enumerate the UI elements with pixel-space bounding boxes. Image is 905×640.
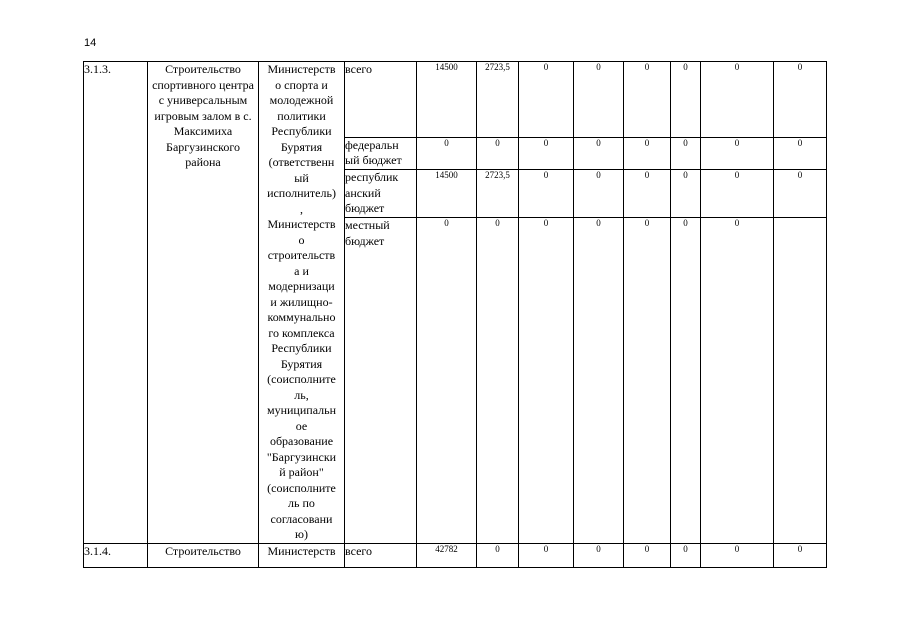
value-cell: 2723,5 bbox=[477, 170, 519, 218]
program-table bbox=[83, 61, 827, 568]
value-cell: 0 bbox=[574, 218, 624, 543]
value-cell: 14500 bbox=[417, 62, 477, 138]
funding-source: республик анский бюджет bbox=[345, 170, 417, 218]
value-cell: 0 bbox=[477, 218, 519, 543]
value-cell: 0 bbox=[671, 218, 701, 543]
page-number: 14 bbox=[84, 37, 97, 49]
value-cell: 0 bbox=[519, 62, 574, 138]
value-cell: 0 bbox=[701, 137, 774, 169]
activity-code: 3.1.3. bbox=[84, 62, 148, 544]
value-cell: 0 bbox=[774, 543, 827, 567]
value-cell: 0 bbox=[574, 170, 624, 218]
value-cell: 0 bbox=[519, 137, 574, 169]
funding-source: всего bbox=[345, 62, 417, 138]
value-cell: 2723,5 bbox=[477, 62, 519, 138]
value-cell: 0 bbox=[624, 218, 671, 543]
activity-name: Строительство bbox=[148, 543, 259, 567]
value-cell: 0 bbox=[417, 137, 477, 169]
value-cell: 0 bbox=[624, 62, 671, 138]
value-cell: 0 bbox=[574, 543, 624, 567]
value-cell: 0 bbox=[671, 62, 701, 138]
value-cell: 0 bbox=[701, 218, 774, 543]
funding-source: федеральн ый бюджет bbox=[345, 137, 417, 169]
table-row bbox=[84, 543, 827, 567]
value-cell: 0 bbox=[774, 170, 827, 218]
value-cell: 0 bbox=[477, 543, 519, 567]
value-cell: 0 bbox=[624, 170, 671, 218]
value-cell: 0 bbox=[671, 170, 701, 218]
table-row bbox=[84, 62, 827, 138]
value-cell: 0 bbox=[701, 62, 774, 138]
value-cell: 0 bbox=[519, 218, 574, 543]
value-cell: 0 bbox=[519, 170, 574, 218]
funding-source: всего bbox=[345, 543, 417, 567]
executor-cell: Министерств bbox=[259, 543, 345, 567]
value-cell: 0 bbox=[417, 218, 477, 543]
funding-source: местный бюджет bbox=[345, 218, 417, 543]
value-cell: 0 bbox=[701, 170, 774, 218]
value-cell: 0 bbox=[774, 137, 827, 169]
value-cell: 0 bbox=[671, 137, 701, 169]
value-cell: 0 bbox=[574, 62, 624, 138]
value-cell: 0 bbox=[477, 137, 519, 169]
activity-name: Строительство спортивного центра с универсальным игровым залом в с. Максимиха Баргузинского района bbox=[148, 62, 259, 544]
value-cell: 0 bbox=[671, 543, 701, 567]
value-cell: 0 bbox=[519, 543, 574, 567]
value-cell: 0 bbox=[574, 137, 624, 169]
value-cell: 0 bbox=[624, 137, 671, 169]
value-cell: 0 bbox=[701, 543, 774, 567]
executor-cell: Министерств о спорта и молодежной политики Республики Бурятия (ответственн ый исполнитель) , Министерств о строительств а и модернизаци и жилищно- коммунально го комплекса Республики Бурятия (соисполните ль, муниципальн ое образование "Баргузински й район" (соисполните ль по согласовани ю) bbox=[259, 62, 345, 544]
value-cell: 0 bbox=[774, 62, 827, 138]
activity-code: 3.1.4. bbox=[84, 543, 148, 567]
value-cell: 42782 bbox=[417, 543, 477, 567]
value-cell: 14500 bbox=[417, 170, 477, 218]
value-cell bbox=[774, 218, 827, 543]
value-cell: 0 bbox=[624, 543, 671, 567]
